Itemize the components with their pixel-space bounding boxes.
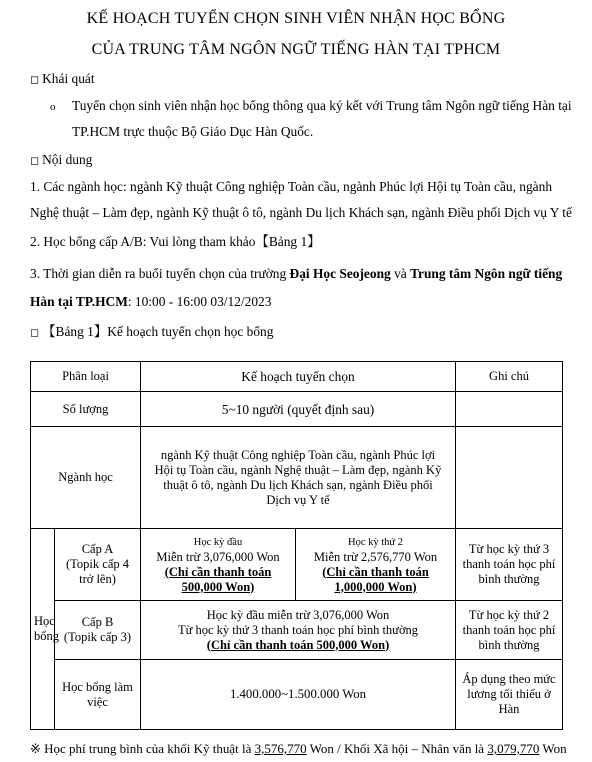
item-2: 2. Học bổng cấp A/B: Vui lòng tham khảo【Bảng 1】 bbox=[30, 234, 321, 249]
document-title-line-2: CỦA TRUNG TÂM NGÔN NGỮ TIẾNG HÀN TẠI TPHCM bbox=[91, 41, 501, 58]
level-b-label: Cấp B (Topik cấp 3) bbox=[55, 601, 141, 660]
level-b-note: Từ học kỳ thứ 2 thanh toán học phí bình thường bbox=[456, 601, 563, 660]
header-category: Phân loại bbox=[31, 362, 141, 392]
level-a-row bbox=[31, 529, 563, 601]
item-3-line-1: 3. Thời gian diễn ra buổi tuyển chọn của trường Đại Học Seojeong và Trung tâm Ngôn ngữ tiếng bbox=[30, 266, 563, 281]
work-scholarship-label: Học bổng làm việc bbox=[55, 660, 141, 730]
work-scholarship-note: Áp dụng theo mức lương tối thiểu ở Hàn bbox=[456, 660, 563, 730]
quantity-value: 5~10 người (quyết định sau) bbox=[141, 392, 456, 427]
scholarship-label: Học bổng bbox=[31, 529, 55, 730]
overview-heading: ◻ Khái quát bbox=[30, 71, 95, 86]
item-3-line-2: Hàn tại TP.HCM: 10:00 - 16:00 03/12/2023 bbox=[30, 294, 272, 309]
square-bullet-icon: ◻ bbox=[30, 74, 40, 86]
circle-bullet-icon: o bbox=[50, 101, 56, 113]
footnote: ※ Học phí trung bình của khối Kỹ thuật là 3,576,770 Won / Khối Xã hội – Nhân văn là 3,079,770 Won bbox=[30, 741, 567, 756]
item-1-line-1: 1. Các ngành học: ngành Kỹ thuật Công nghiệp Toàn cầu, ngành Phúc lợi Hội tụ Toàn cầu, ngành bbox=[30, 179, 553, 194]
quantity-row bbox=[31, 392, 563, 427]
majors-value: ngành Kỹ thuật Công nghiệp Toàn cầu, ngành Phúc lợi Hội tụ Toàn cầu, ngành Nghệ thuật – Làm đẹp, ngành Kỹ thuật ô tô, ngành Du lịch Khách sạn, ngành Điều phối Dịch vụ Y tế bbox=[141, 427, 456, 529]
scholarship-plan-table bbox=[30, 361, 563, 730]
level-a-note: Từ học kỳ thứ 3 thanh toán học phí bình thường bbox=[456, 529, 563, 601]
majors-label: Ngành học bbox=[31, 427, 141, 529]
level-a-semester-2: Học kỳ thứ 2 Miễn trừ 2,576,770 Won (Chỉ cần thanh toán 1,000,000 Won) bbox=[296, 529, 456, 601]
quantity-note bbox=[456, 392, 563, 427]
work-scholarship-row bbox=[31, 660, 563, 730]
majors-row bbox=[31, 427, 563, 529]
content-heading: ◻ Nội dung bbox=[30, 152, 93, 167]
level-b-row bbox=[31, 601, 563, 660]
header-plan: Kế hoạch tuyển chọn bbox=[141, 362, 456, 392]
table-header-row bbox=[31, 362, 563, 392]
level-a-label: Cấp A (Topik cấp 4 trở lên) bbox=[55, 529, 141, 601]
square-bullet-icon: ◻ bbox=[30, 327, 40, 339]
overview-bullet-line-1: o Tuyển chọn sinh viên nhận học bổng thông qua ký kết với Trung tâm Ngôn ngữ tiếng Hàn tại bbox=[50, 98, 572, 113]
work-scholarship-value: 1.400.000~1.500.000 Won bbox=[141, 660, 456, 730]
document-title-line-1: KẾ HOẠCH TUYỂN CHỌN SINH VIÊN NHẬN HỌC BỔNG bbox=[86, 10, 506, 27]
table-caption: ◻ 【Bảng 1】Kế hoạch tuyển chọn học bổng bbox=[30, 324, 274, 339]
quantity-label: Số lượng bbox=[31, 392, 141, 427]
overview-bullet-line-2: TP.HCM trực thuộc Bộ Giáo Dục Hàn Quốc. bbox=[72, 124, 314, 139]
level-b-value: Học kỳ đầu miễn trừ 3,076,000 Won Từ học kỳ thứ 3 thanh toán học phí bình thường (Chỉ cần thanh toán 500,000 Won) bbox=[141, 601, 456, 660]
header-note: Ghi chú bbox=[456, 362, 563, 392]
majors-note bbox=[456, 427, 563, 529]
item-1-line-2: Nghệ thuật – Làm đẹp, ngành Kỹ thuật ô tô, ngành Du lịch Khách sạn, ngành Điều phối Dịch vụ Y tế bbox=[30, 205, 572, 220]
level-a-semester-1: Học kỳ đầu Miễn trừ 3,076,000 Won (Chỉ cần thanh toán 500,000 Won) bbox=[141, 529, 296, 601]
square-bullet-icon: ◻ bbox=[30, 155, 40, 167]
